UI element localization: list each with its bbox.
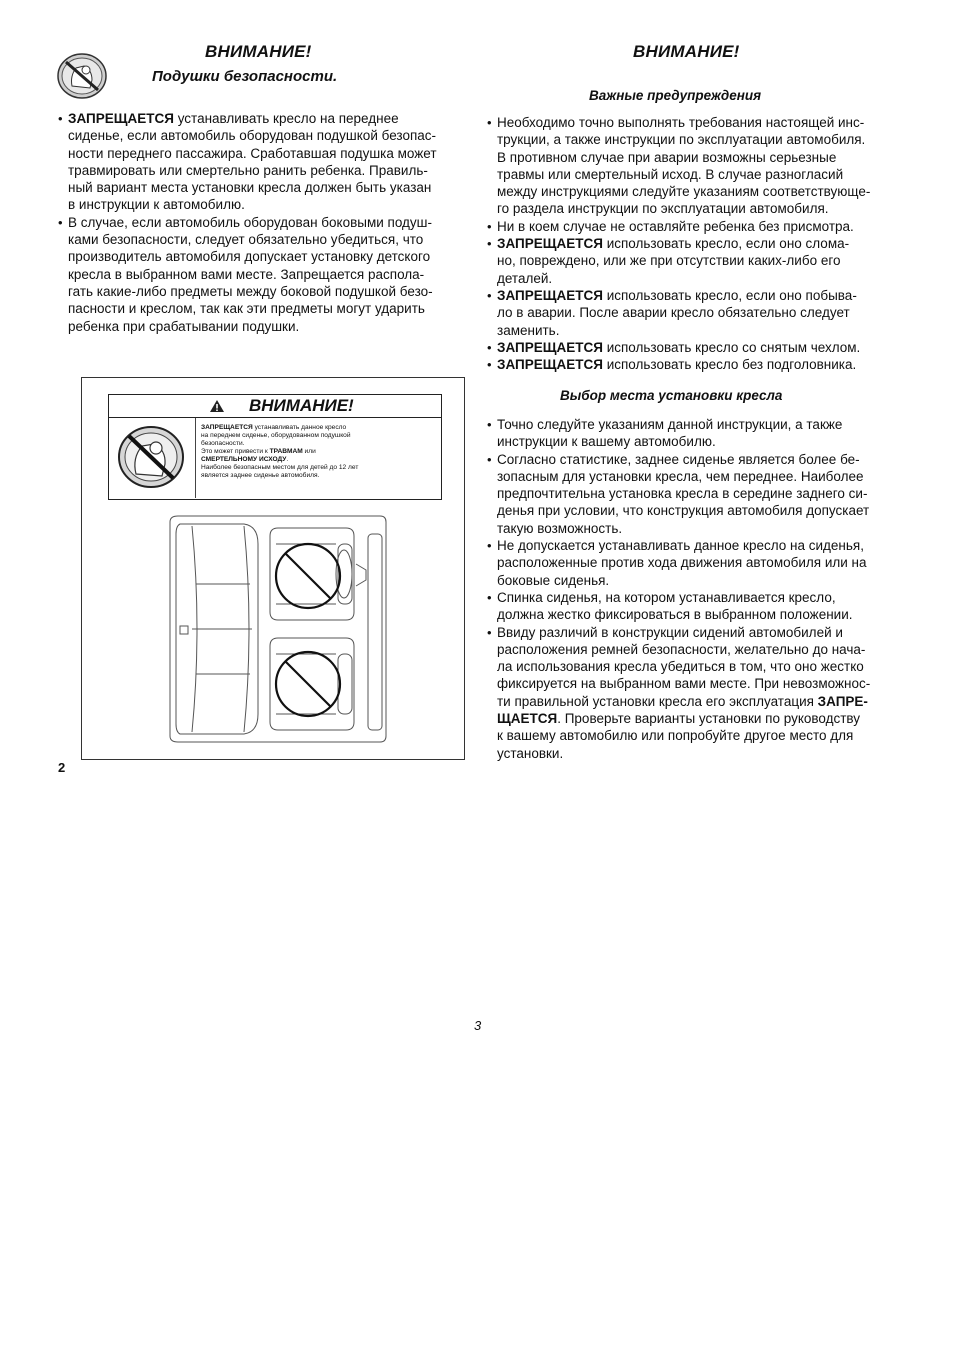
list-item: • ЗАПРЕЩАЕТСЯ использовать кресло со снятым чехлом.: [487, 339, 907, 356]
list-item: • Ни в коем случае не оставляйте ребенка без присмотра.: [487, 218, 907, 235]
list-item: • ЗАПРЕЩАЕТСЯ использовать кресло, если оно побыва- ло в аварии. После аварии кресло обязательно следует заменить.: [487, 287, 907, 339]
section1-title: Важные предупреждения: [589, 88, 762, 103]
warning-triangle-icon: [209, 399, 225, 413]
left-warning-title: ВНИМАНИЕ!: [205, 42, 312, 61]
list-item: • Не допускается устанавливать данное кресло на сиденья, расположенные против хода движения автомобиля или на боковые сиденья.: [487, 537, 907, 589]
list-item: • Необходимо точно выполнять требования настоящей инс- трукции, а также инструкции по эксплуатации автомобиля. В противном случае при аварии возможны серьезные травмы или смертельный исход. В случае разногласий между инструкциями следуйте указаниям соответствующе- го раздела инструкции по эксплуатации автомобиля.: [487, 114, 907, 218]
no-child-seat-airbag-icon: [116, 424, 186, 490]
list-item: • Ввиду различий в конструкции сидений автомобилей и расположения ремней безопасности, желательно до нача- ла использования кресла убедиться в том, что оно жестко фиксируется на выбранном вами месте. При невозможнос- ти правильной установки кресла его эксплуатация ЗАПРЕ- ЩАЕТСЯ. Проверьте варианты установки по руководству к вашему автомобилю или попробуйте другое место для установки.: [487, 624, 907, 762]
list-item: • ЗАПРЕЩАЕТСЯ использовать кресло, если оно сломa- но, повреждено, или же при отсутствии каких-либо его деталей.: [487, 235, 907, 287]
list-item: • В случае, если автомобиль оборудован боковыми подуш- ками безопасности, следует обязательно убедиться, что производитель автомобиля допускает установку детского кресла в выбранном вами месте. Запрещается распола- гать какие-либо предметы между боковой подушкой безо- пасности и креслом, так как эти предметы могут ударить ребенка при срабатывании подушки.: [58, 214, 468, 335]
left-bullet-list: [58, 110, 468, 335]
list-item: • ЗАПРЕЩАЕТСЯ использовать кресло без подголовника.: [487, 356, 907, 373]
warning-label-divider: [195, 418, 196, 498]
warning-label-header: [109, 395, 441, 418]
warning-label-title: ВНИМАНИЕ!: [249, 396, 354, 415]
section2-bullet-list: [487, 416, 907, 762]
right-warning-title: ВНИМАНИЕ!: [633, 42, 740, 61]
page-number-right: 3: [474, 1018, 482, 1033]
no-child-seat-airbag-icon: [56, 52, 108, 100]
list-item: • ЗАПРЕЩАЕТСЯ устанавливать кресло на переднее сиденье, если автомобиль оборудован подушкой безопас- ности переднего пассажира. Сработавшая подушка может травмировать или смертельно ранить ребенка. Правиль- ный вариант места установки кресла должен быть указан в инструкции к автомобилю.: [58, 110, 468, 214]
section1-bullet-list: [487, 114, 907, 373]
list-item: • Спинка сиденья, на котором устанавливается кресло, должна жестко фиксироваться в выбранном положении.: [487, 589, 907, 624]
warning-label-text: ЗАПРЕЩАЕТСЯ устанавливать данное кресло на переднем сиденье, оборудованном подушкой безопасности. Это может привести к ТРАВМАМ или СМЕРТЕЛЬНОМУ ИСХОДУ. Наиболее безопасным местом для детей до 12 лет является заднее сиденье автомобиля.: [201, 424, 359, 479]
left-subtitle: Подушки безопасности.: [152, 68, 338, 85]
list-item: • Точно следуйте указаниям данной инструкции, а также инструкции к вашему автомобилю.: [487, 416, 907, 451]
warning-label: [108, 394, 442, 500]
car-seats-illustration: [166, 514, 390, 744]
list-item: • Согласно статистике, заднее сиденье является более бе- зопасным для установки кресла, чем переднее. Наиболее предпочтительна установка кресла в середине заднего си- денья при условии, что конструкция автомобиля допускает такую возможность.: [487, 451, 907, 537]
section2-title: Выбор места установки кресла: [560, 388, 783, 403]
page-number-left: 2: [58, 760, 66, 775]
